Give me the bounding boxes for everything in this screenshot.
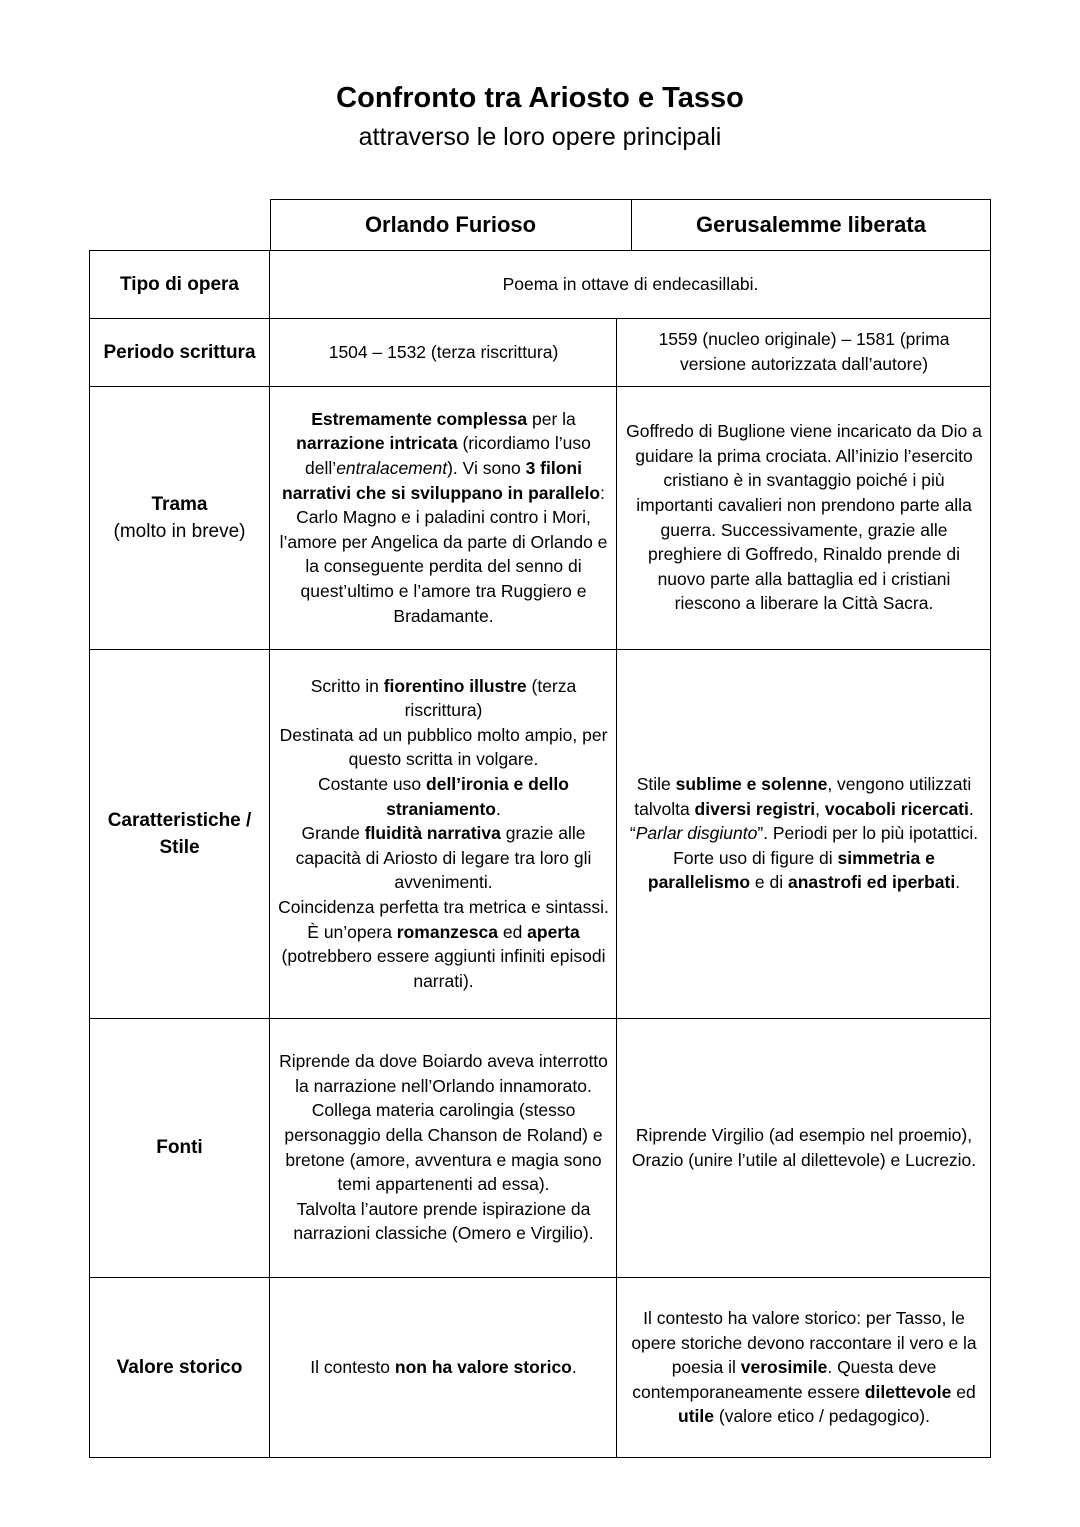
cell-trama-liberata: Goffredo di Buglione viene incaricato da Dio a guidare la prima crociata. All’inizio l’esercito cristiano è in svantaggio poiché i più importanti cavalieri non prendono parte alla guerra. Successivamente, grazie alle preghiere di Goffredo, Rinaldo prende di nuovo parte alla battaglia ed i cristiani riescono a liberare la Città Sacra. — [626, 421, 982, 614]
cell-fonti-liberata: Riprende Virgilio (ad esempio nel proemio), Orazio (unire l’utile al dilettevole) e Lucrezio. — [631, 1124, 977, 1170]
cell-stile-liberata: Stile sublime e solenne, vengono utilizzati talvolta diversi registri, vocaboli ricercati. “Parlar disgiunto”. Periodi per lo più ipotattici. Forte uso di figure di simmetria e parallelismo e di anastrofi ed iperbati. — [629, 774, 979, 893]
page-title: Confronto tra Ariosto e Tasso — [336, 82, 744, 114]
cell-tipo-opera: Poema in ottave di endecasillabi. — [502, 273, 759, 294]
cell-periodo-liberata: 1559 (nucleo originale) – 1581 (prima versione autorizzata dall’autore) — [658, 329, 950, 374]
cell-trama-furioso: Estremamente complessa per la narrazione intricata (ricordiamo l’uso dell’entralacement). Vi sono 3 filoni narrativi che si sviluppano in parallelo: Carlo Magno e i paladini contro i Mori, l’amore per Angelica da parte di Orlando e la conseguente perdita del senno di quest’ultimo e l’amore tra Ruggiero e Bradamante. — [279, 408, 608, 626]
cell-stile-furioso: Scritto in fiorentino illustre (terza riscrittura) Destinata ad un pubblico molto ampio, per questo scritta in volgare. Costante uso dell’ironia e dello straniamento. Grande fluidità narrativa grazie alle capacità di Ariosto di legare tra loro gli avvenimenti. Coincidenza perfetta tra metrica e sintassi. È un’opera romanzesca ed aperta (potrebbero essere aggiunti infiniti episodi narrati). — [278, 675, 609, 991]
row-label-valore-storico: Valore storico — [116, 1357, 243, 1378]
row-label-tipo-opera: Tipo di opera — [120, 273, 239, 295]
cell-periodo-furioso: 1504 – 1532 (terza riscrittura) — [328, 341, 559, 362]
page-subtitle: attraverso le loro opere principali — [358, 123, 722, 151]
row-label-fonti: Fonti — [156, 1137, 203, 1158]
row-label-trama: Trama (molto in breve) — [89, 386, 270, 649]
row-label-trama-sub: (molto in breve) — [113, 520, 246, 542]
header-gerusalemme-liberata: Gerusalemme liberata — [696, 212, 926, 237]
cell-fonti-furioso: Riprende da dove Boiardo aveva interrotto la narrazione nell’Orlando innamorato. Collega materia carolingia (stesso personaggio della Chanson de Roland) e bretone (amore, avventura e magia sono temi appartenenti ad essa). Talvolta l’autore prende ispirazione da narrazioni classiche (Omero e Virgilio). — [279, 1051, 608, 1244]
header-orlando-furioso: Orlando Furioso — [364, 212, 537, 237]
cell-valore-furioso: Il contesto non ha valore storico. — [310, 1357, 577, 1378]
row-label-periodo-scrittura: Periodo scrittura — [103, 341, 256, 363]
row-label-caratteristiche-stile: Caratteristiche / Stile — [107, 809, 252, 858]
cell-valore-liberata: Il contesto ha valore storico: per Tasso, le opere storiche devono raccontare il vero e la poesia il verosimile. Questa deve contemporaneamente essere dilettevole ed utile (valore etico / pedagogico). — [631, 1308, 977, 1427]
